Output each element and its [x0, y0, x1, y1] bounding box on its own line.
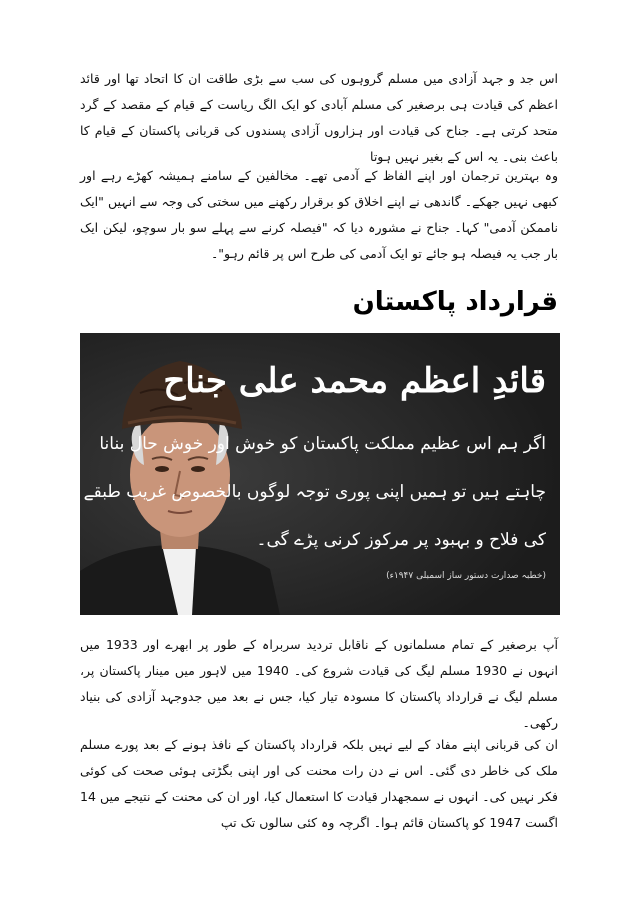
paragraph-unity: اس جد و جہد آزادی میں مسلم گروہوں کی سب سے بڑی طاقت ان کا اتحاد تھا اور قائد اعظم کی قیادت ہی برصغیر کی مسلم آبادی کو ایک الگ ریاست کے قیام کے مقصد کے گرد متحد کرتی ہے۔ جناح کی قیادت اور ہزاروں آزادی پسندوں کی قربانی پاکستان کے قیام کا باعث بنی۔ یہ اس کے بغیر نہیں ہوتا	[80, 71, 558, 164]
poster-quote-line-3: کی فلاح و بہبود پر مرکوز کرنی پڑے گی۔	[256, 530, 546, 550]
paragraph-sacrifice: ان کی قربانی اپنے مفاد کے لیے نہیں بلکہ قرارداد پاکستان کے نافذ ہونے کے بعد پورے مسلم ملک کی خاطر دی گئی۔ اس نے دن رات محنت کی اور اپنی بگڑتی ہوئی صحت کی کوئی فکر نہیں کی۔ انہوں نے سمجھدار قیادت کا استعمال کیا، اور ان کی محنت کے نتیجے میں 14 اگست 1947 کو پاکستان قائم ہوا۔ اگرچہ وہ کئی سالوں تک تپ	[80, 737, 558, 830]
poster-citation: (خطبہ صدارت دستور ساز اسمبلی ۱۹۴۷ء)	[386, 571, 546, 581]
poster-quote-line-1: اگر ہم اس عظیم مملکت پاکستان کو خوش اور خوش حال بنانا	[99, 434, 546, 454]
poster-quote-line-2: چاہتے ہیں تو ہمیں اپنی پوری توجہ لوگوں بالخصوص غریب طبقے	[83, 482, 546, 502]
paragraph-leadership: آپ برصغیر کے تمام مسلمانوں کے ناقابل تردید سربراہ کے طور پر ابھرے اور 1933 میں انہوں نے 1930 مسلم لیگ کی قیادت شروع کی۔ 1940 میں لاہور میں مینار پاکستان پر، مسلم لیگ نے قرارداد پاکستان کا مسودہ تیار کیا، جس نے بعد میں جدوجہد آزادی کی بنیاد رکھی۔	[80, 637, 558, 730]
paragraph-character: وہ بہترین ترجمان اور اپنے الفاظ کے آدمی تھے۔ مخالفین کے سامنے ہمیشہ کھڑے رہے اور کبھی نہیں جھکے۔ گاندھی نے اپنے اخلاق کو برقرار رکھنے میں سختی کی وجہ سے انہیں "ایک ناممکن آدمی" کہا۔ جناح نے مشورہ دیا کہ "فیصلہ کرنے سے پہلے سو بار سوچو، لیکن ایک بار جب یہ فیصلہ ہو جائے تو ایک آدمی کی طرح اس پر قائم رہو"۔	[80, 168, 558, 261]
quaid-poster-image	[80, 333, 560, 615]
section-heading: قرارداد پاکستان	[352, 287, 558, 317]
poster-title: قائدِ اعظم محمد علی جناح	[163, 361, 546, 401]
